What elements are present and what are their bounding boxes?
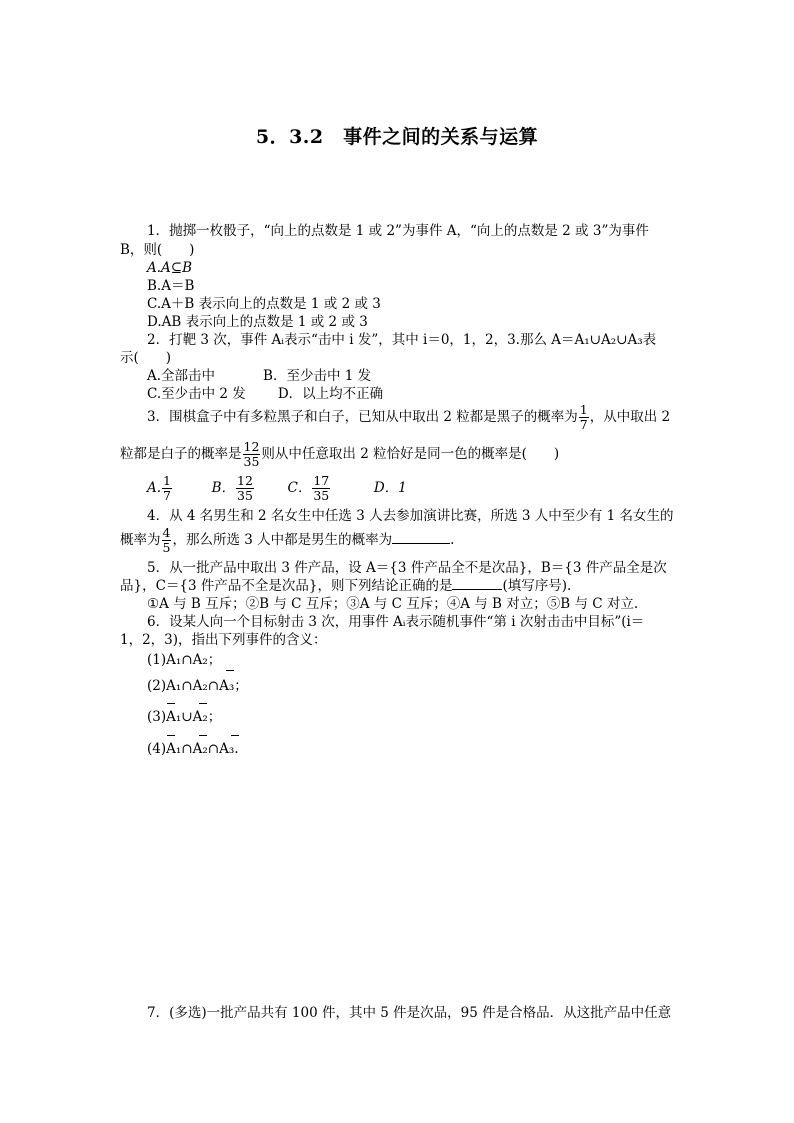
q3-option-b-label: B． <box>211 480 236 496</box>
q3-option-b-fraction <box>236 474 254 503</box>
q3-option-a-label: A. <box>147 480 162 496</box>
q2-option-b: B．至少击中 1 发 <box>263 368 372 384</box>
complement-bar <box>226 670 234 671</box>
q1-option-a: A.A⊆B <box>147 260 193 276</box>
q6-stem-line2: 1，2，3)，指出下列事件的含义： <box>120 632 327 648</box>
fraction-denominator: 35 <box>313 488 330 503</box>
q4-text: ，那么所选 3 人中都是男生的概率为 <box>172 532 393 548</box>
q3-options <box>147 474 407 503</box>
q3-option-c-fraction <box>312 474 330 503</box>
complement-bar <box>199 735 207 736</box>
page-title: 5．3.2 事件之间的关系与运算 <box>255 126 539 148</box>
q3-fraction-black <box>579 403 589 432</box>
q2-option-a: A.全部击中 <box>147 368 216 384</box>
q2-stem-line2: 示( ) <box>120 350 172 366</box>
complement-bar <box>199 703 207 704</box>
q4-text: 概率为 <box>120 532 161 548</box>
q5-text: (填写序号). <box>502 578 572 594</box>
q4-answer-blank[interactable] <box>392 543 450 544</box>
q4-text: . <box>450 532 455 548</box>
q3-stem-line2 <box>120 440 559 469</box>
fraction-numerator: 1 <box>163 473 171 488</box>
q1-option-d: D.AB 表示向上的点数是 1 或 2 或 3 <box>147 314 368 330</box>
q1-option-b: B.A＝B <box>147 278 195 294</box>
q3-text: 则从中任意取出 2 粒恰好是同一色的概率是( ) <box>261 446 560 462</box>
q2-option-d: D．以上均不正确 <box>277 386 384 402</box>
q5-answer-blank[interactable] <box>452 589 502 590</box>
q2-options-row2 <box>147 385 383 403</box>
q4-stem-line2 <box>120 526 454 555</box>
complement-bar <box>167 703 175 704</box>
q5-statements: ①A 与 B 互斥；②B 与 C 互斥；③A 与 C 互斥；④A 与 B 对立；⑤B 与 C 对立. <box>147 596 639 612</box>
fraction-numerator: 12 <box>243 439 260 454</box>
q4-fraction <box>162 526 172 555</box>
q3-stem-line1 <box>147 403 670 432</box>
fraction-denominator: 35 <box>237 488 253 503</box>
fraction-numerator: 17 <box>313 473 330 488</box>
q3-text: 粒都是白子的概率是 <box>120 446 242 462</box>
q5-stem-line1: 5．从一批产品中取出 3 件产品，设 A＝{3 件产品全不是次品}，B＝{3 件产品全是次 <box>147 560 667 576</box>
q5-text: 品}，C＝{3 件产品不全是次品}，则下列结论正确的是 <box>120 578 453 594</box>
q6-part-4: (4)A₁∩A₂∩A₃. <box>147 741 239 757</box>
q5-stem-line2 <box>120 577 571 595</box>
complement-bar <box>231 735 239 736</box>
q3-fraction-white <box>243 440 261 469</box>
q7-stem-line1: 7．(多选)一批产品共有 100 件，其中 5 件是次品，95 件是合格品．从这批产品中任意 <box>147 1005 672 1021</box>
q1-stem-line1: 1．抛掷一枚骰子，“向上的点数是 1 或 2”为事件 A，“向上的点数是 2 或 3”为事件 <box>147 223 649 239</box>
q6-part-1: (1)A₁∩A₂； <box>147 652 222 668</box>
q3-text: 3．围棋盒子中有多粒黑子和白子，已知从中取出 2 粒都是黑子的概率为 <box>147 409 578 425</box>
q6-part-2: (2)A₁∩A₂∩A₃； <box>147 678 248 694</box>
q3-option-a-fraction <box>162 474 172 503</box>
q2-option-c: C.至少击中 2 发 <box>147 386 246 402</box>
fraction-numerator: 12 <box>237 473 253 488</box>
q2-options-row1 <box>147 367 371 385</box>
fraction-denominator: 5 <box>162 540 171 555</box>
fraction-numerator: 1 <box>579 402 588 417</box>
fraction-denominator: 7 <box>163 488 171 503</box>
q1-stem-line2: B，则( ) <box>120 242 195 258</box>
q3-option-c-label: C． <box>287 480 312 496</box>
q3-text: ，从中取出 2 <box>589 409 671 425</box>
complement-bar <box>167 735 175 736</box>
q4-stem-line1: 4．从 4 名男生和 2 名女生中任选 3 人去参加演讲比赛，所选 3 人中至少有 1 名女生的 <box>147 508 674 524</box>
q6-stem-line1: 6．设某人向一个目标射击 3 次，用事件 Aᵢ表示随机事件“第 i 次射击击中目标”(i＝ <box>147 614 645 630</box>
q6-part-3: (3)A₁∪A₂； <box>147 709 222 725</box>
q1-option-c: C.A＋B 表示向上的点数是 1 或 2 或 3 <box>147 296 381 312</box>
q2-stem-line1: 2．打靶 3 次，事件 Aᵢ表示“击中 i 发”，其中 i＝0，1，2，3.那么 A＝A₁∪A₂∪A₃表 <box>147 332 657 348</box>
fraction-denominator: 7 <box>579 417 588 432</box>
q3-option-d: D．1 <box>373 480 407 496</box>
fraction-denominator: 35 <box>243 454 260 469</box>
fraction-numerator: 4 <box>162 525 171 540</box>
